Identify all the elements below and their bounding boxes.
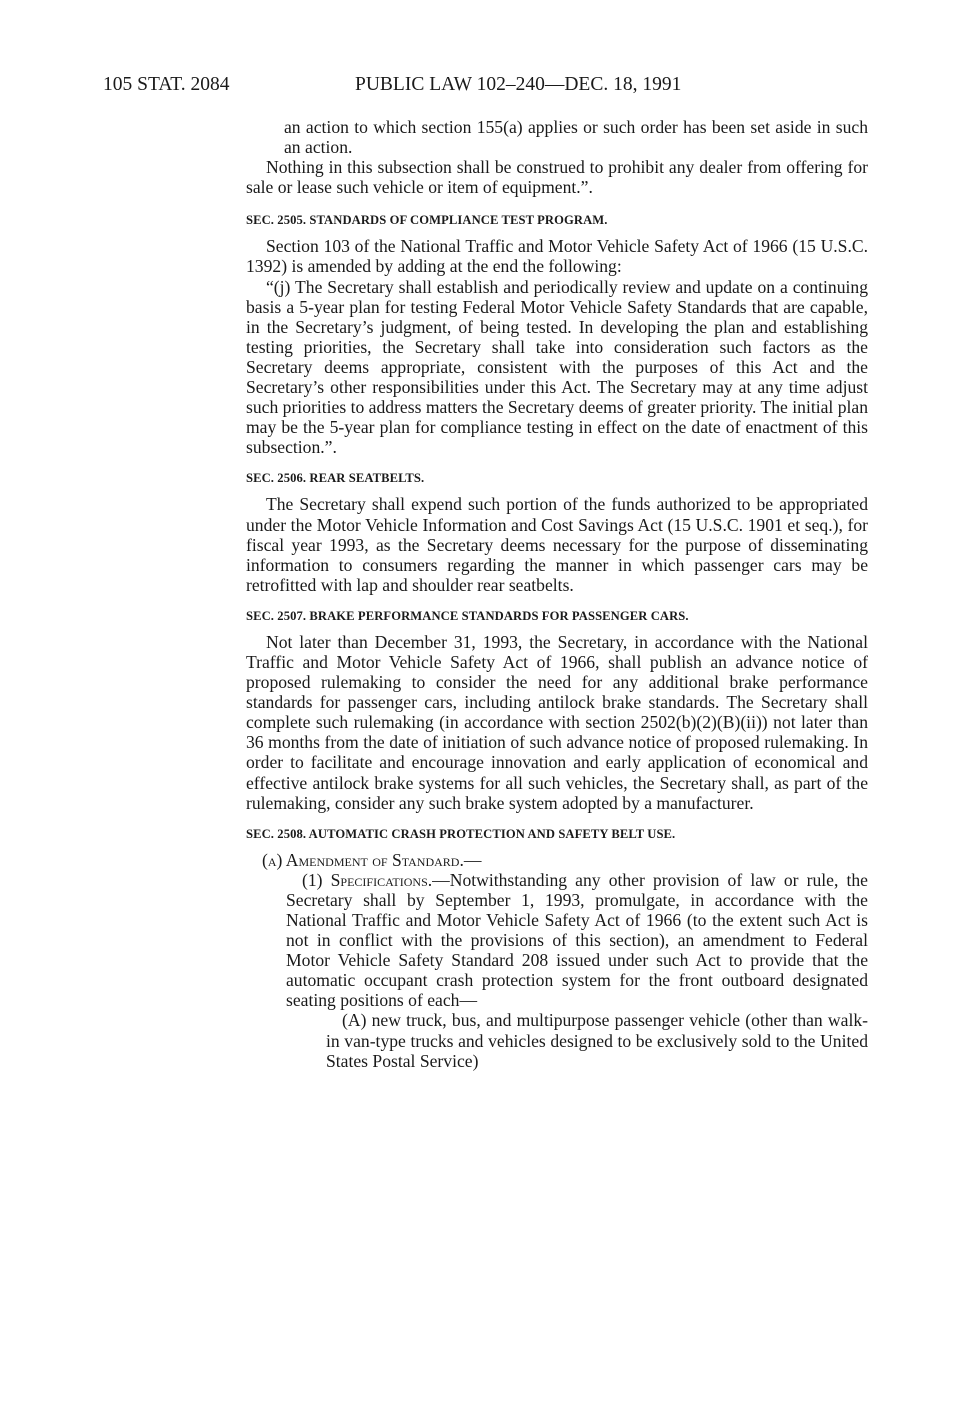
stat-page-number: 105 STAT. 2084 — [103, 74, 230, 95]
section-2506-paragraph: The Secretary shall expend such portion of the funds authorized to be appropriated under the Motor Vehicle Information and Cost Savings Act (15 U.S.C. 1901 et seq.), for fiscal year 1993, as the Secretary deems necessary for the purpose of disseminating information to consumers regarding the manner in which passenger cars may be retrofitted with lap and shoulder rear seatbelts. — [246, 494, 868, 595]
paragraph-1 — [246, 870, 868, 1011]
subsection-a-heading — [246, 850, 868, 870]
section-2507-paragraph: Not later than December 31, 1993, the Secretary, in accordance with the National Traffic and Motor Vehicle Safety Act of 1966, shall publish an advance notice of proposed rulemaking to consider the need for any additional brake performance standards for passenger cars, including antilock brake standards. The Secretary shall complete such rulemaking (in accordance with section 2502(b)(2)(B)(ii)) not later than 36 months from the date of initiation of such advance notice of proposed rulemaking. In order to facilitate and encourage innovation and early application of economical and effective antilock brake systems for all such vehicles, the Secretary shall, as part of the rulemaking, consider any such brake system adopted by a manufacturer. — [246, 631, 868, 813]
public-law-citation: PUBLIC LAW 102–240—DEC. 18, 1991 — [355, 74, 682, 95]
paragraph-1-text: Notwithstanding any other provision of law or rule, the Secretary shall by September 1, 1993, promulgate, in accordance with the National Traffic and Motor Vehicle Safety Act of 1966 (to the extent such Act is not in conflict with the provisions of this section), an amendment to Federal Motor Vehicle Safety Standard 208 issued under such Act to provide that the automatic occupant crash protection system for the front outboard designated seating positions of each— — [286, 869, 868, 1011]
section-2506-heading: SEC. 2506. REAR SEATBELTS. — [246, 471, 425, 486]
section-2507-heading: SEC. 2507. BRAKE PERFORMANCE STANDARDS FOR PASSENGER CARS. — [246, 608, 689, 623]
section-2508-heading: SEC. 2508. AUTOMATIC CRASH PROTECTION AND SAFETY BELT USE. — [246, 826, 676, 841]
dealer-paragraph: Nothing in this subsection shall be construed to prohibit any dealer from offering for sale or lease such vehicle or item of equipment.”. — [246, 157, 868, 198]
paragraph-1-label: (1) Specifications.— — [302, 869, 450, 890]
subparagraph-A: (A) new truck, bus, and multipurpose passenger vehicle (other than walk-in van-type trucks and vehicles designed to be exclusively sold to the United States Postal Service) — [326, 1010, 868, 1071]
document-body — [246, 117, 868, 1071]
section-2505-paragraph: Section 103 of the National Traffic and Motor Vehicle Safety Act of 1966 (15 U.S.C. 1392) is amended by adding at the end the following: — [246, 236, 868, 277]
subsection-a-label: (a) Amendment of Standard.— — [262, 849, 482, 870]
section-2505-heading: SEC. 2505. STANDARDS OF COMPLIANCE TEST PROGRAM. — [246, 213, 608, 228]
section-2505-quoted-subsection: “(j) The Secretary shall establish and periodically review and update on a continuing basis a 5-year plan for testing Federal Motor Vehicle Safety Standards that are capable, in the Secretary’s judgment, of being tested. In developing the plan and establishing testing priorities, the Secretary shall take into consideration such factors as the Secretary deems appropriate, consistent with the purposes of this Act and the Secretary’s other responsibilities under this Act. The Secretary may at any time adjust such priorities to address matters the Secretary deems of greater priority. The initial plan may be the 5-year plan for compliance testing in effect on the date of enactment of this subsection.”. — [246, 276, 868, 458]
continued-paragraph: an action to which section 155(a) applies or such order has been set aside in such an action. — [284, 117, 868, 158]
